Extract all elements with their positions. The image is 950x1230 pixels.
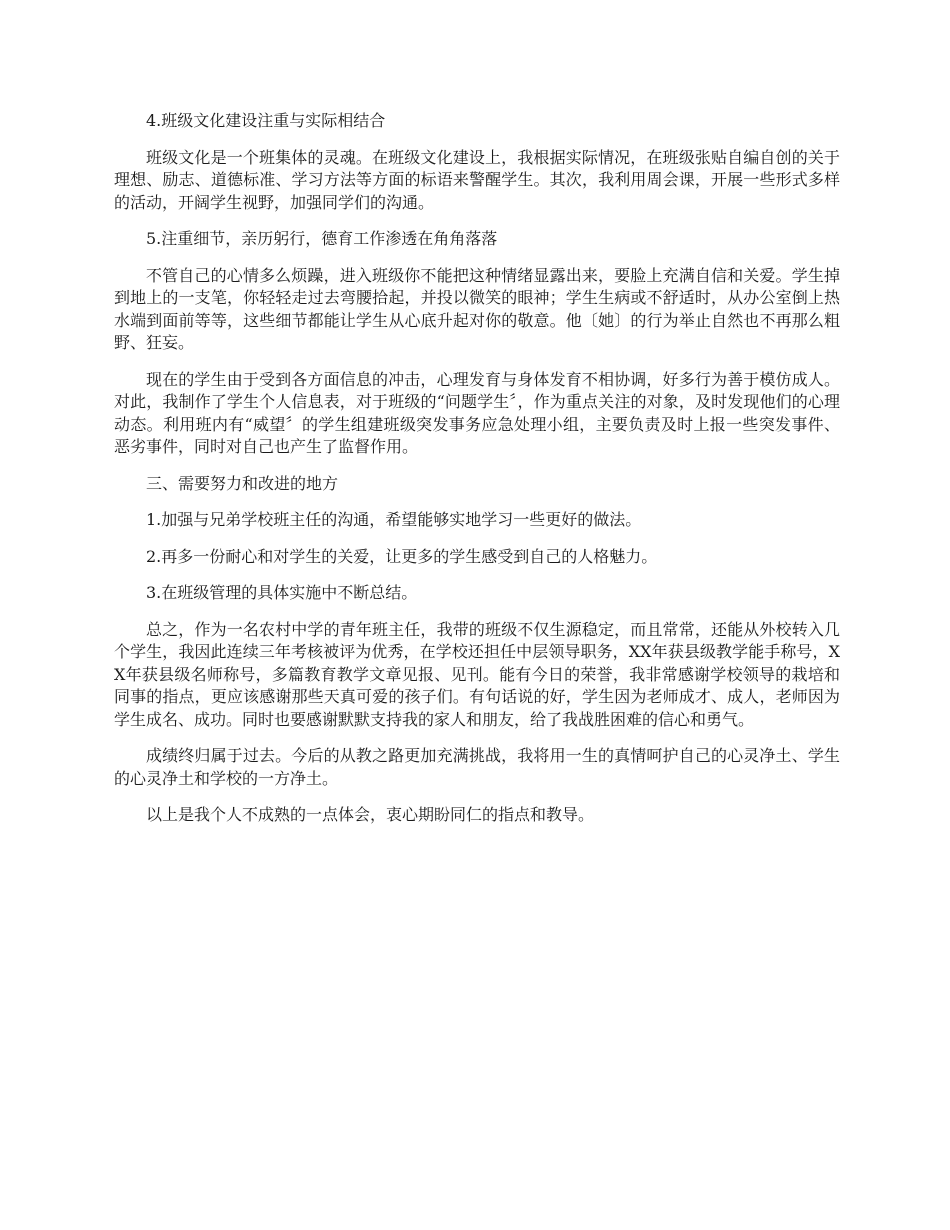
document-body: [114, 110, 840, 841]
section-heading: 5.注重细节，亲历躬行，德育工作渗透在角角落落: [146, 229, 498, 248]
list-item: 1.加强与兄弟学校班主任的沟通，希望能够实地学习一些更好的做法。: [146, 510, 642, 529]
body-paragraph: 班级文化是一个班集体的灵魂。在班级文化建设上，我根据实际情况，在班级张贴自编自创的关于理想、励志、道德标准、学习方法等方面的标语来警醒学生。其次，我利用周会课，开展一些形式多样的活动，开阔学生视野，加强同学们的沟通。: [114, 147, 840, 212]
body-paragraph: 现在的学生由于受到各方面信息的冲击，心理发育与身体发育不相协调，好多行为善于模仿成人。对此，我制作了学生个人信息表，对于班级的“问题学生〞，作为重点关注的对象，及时发现他们的心理动态。利用班内有“威望〞的学生组建班级突发事务应急处理小组，主要负责及时上报一些突发事件、恶劣事件，同时对自己也产生了监督作用。: [114, 369, 840, 456]
section-heading: 三、需要努力和改进的地方: [146, 473, 339, 493]
body-paragraph: 总之，作为一名农村中学的青年班主任，我带的班级不仅生源稳定，而且常常，还能从外校转入几个学生，我因此连续三年考核被评为优秀，在学校还担任中层领导职务，XX年获县级教学能手称号，XX年获县级名师称号，多篇教育教学文章见报、见刊。能有今日的荣誉，我非常感谢学校领导的栽培和同事的指点，更应该感谢那些天真可爱的孩子们。有句话说的好，学生因为老师成才、成人，老师因为学生成名、成功。同时也要感谢默默支持我的家人和朋友，给了我战胜困难的信心和勇气。: [114, 619, 840, 729]
body-paragraph: 成绩终归属于过去。今后的从教之路更加充满挑战，我将用一生的真情呵护自己的心灵净土、学生的心灵净土和学校的一方净土。: [114, 746, 840, 788]
closing-paragraph: 以上是我个人不成熟的一点体会，衷心期盼同仁的指点和教导。: [146, 805, 595, 824]
section-heading: 4.班级文化建设注重与实际相结合: [146, 111, 386, 130]
list-item: 2.再多一份耐心和对学生的关爱，让更多的学生感受到自己的人格魅力。: [146, 546, 658, 566]
list-item: 3.在班级管理的具体实施中不断总结。: [146, 583, 418, 602]
body-paragraph: 不管自己的心情多么烦躁，进入班级你不能把这种情绪显露出来，要脸上充满自信和关爱。学生掉到地上的一支笔，你轻轻走过去弯腰拾起，并投以微笑的眼神；学生生病或不舒适时，从办公室倒上热水端到面前等等，这些细节都能让学生从心底升起对你的敬意。他〔她〕的行为举止自然也不再那么粗野、狂妄。: [114, 265, 840, 352]
